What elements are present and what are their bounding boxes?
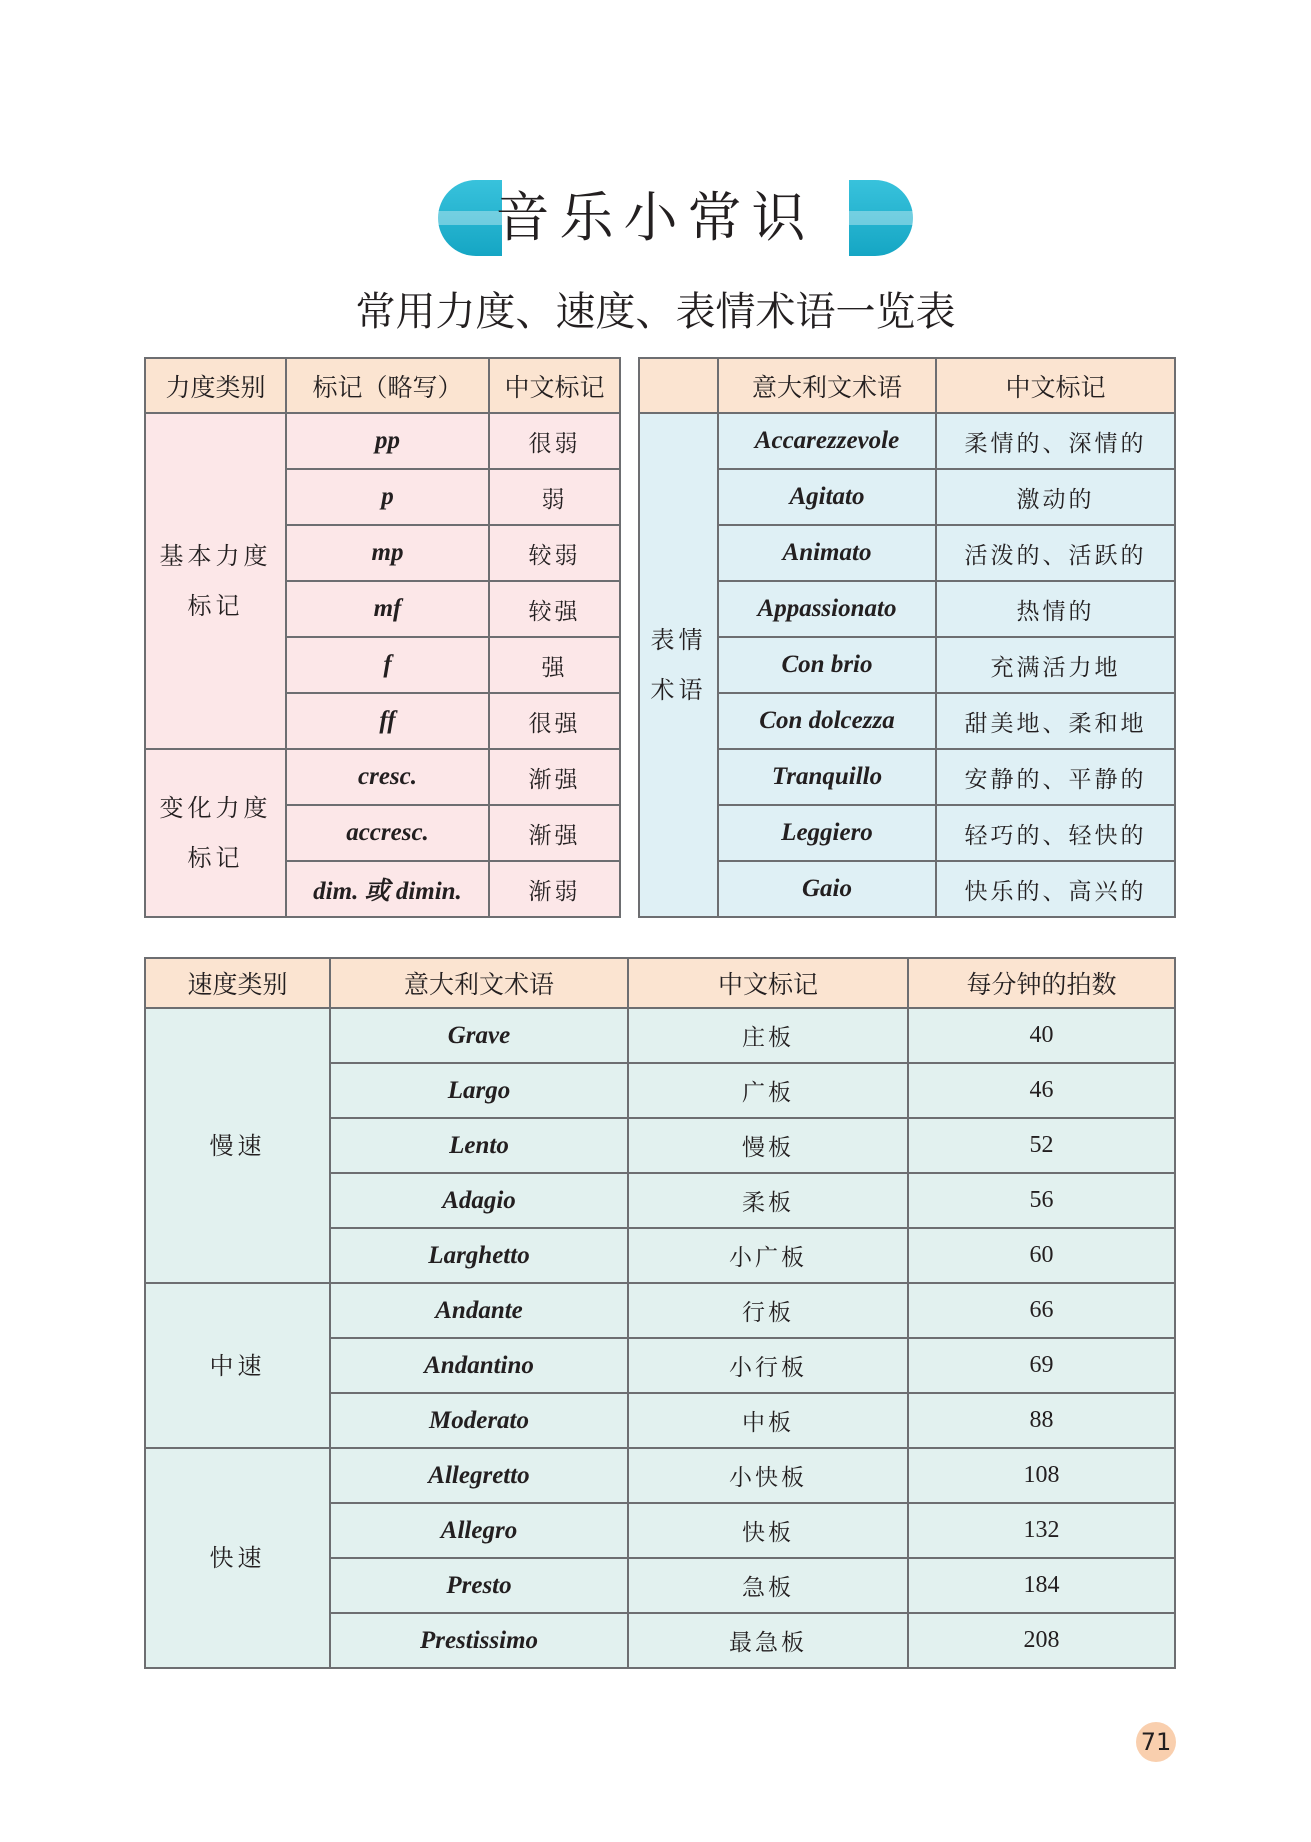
tempo-body	[145, 1008, 1175, 1668]
dynamics-mark: ff	[286, 693, 489, 749]
tempo-bpm: 108	[908, 1448, 1175, 1503]
tempo-bpm: 88	[908, 1393, 1175, 1448]
tempo-category: 快速	[145, 1448, 330, 1668]
tempo-chinese: 小快板	[628, 1448, 908, 1503]
tempo-row	[145, 1283, 1175, 1338]
dynamics-chinese: 很弱	[489, 413, 620, 469]
tempo-table	[144, 957, 1176, 1669]
expression-body	[639, 413, 1175, 917]
tempo-chinese: 庄板	[628, 1008, 908, 1063]
dynamics-header-row	[145, 358, 620, 413]
tempo-header-chinese: 中文标记	[628, 958, 908, 1008]
tempo-bpm: 46	[908, 1063, 1175, 1118]
dynamics-table	[144, 357, 621, 918]
tempo-row	[145, 1448, 1175, 1503]
tempo-chinese: 柔板	[628, 1173, 908, 1228]
dynamics-body	[145, 413, 620, 917]
expression-table	[638, 357, 1176, 918]
tempo-term: Larghetto	[330, 1228, 628, 1283]
expression-term: Leggiero	[718, 805, 936, 861]
tempo-chinese: 最急板	[628, 1613, 908, 1668]
expression-chinese: 激动的	[936, 469, 1175, 525]
tempo-term: Grave	[330, 1008, 628, 1063]
expression-chinese: 热情的	[936, 581, 1175, 637]
dynamics-chinese: 渐强	[489, 805, 620, 861]
expression-chinese: 甜美地、柔和地	[936, 693, 1175, 749]
tempo-header-row	[145, 958, 1175, 1008]
dynamics-chinese: 强	[489, 637, 620, 693]
dynamics-mark: f	[286, 637, 489, 693]
tempo-header-term: 意大利文术语	[330, 958, 628, 1008]
tempo-chinese: 小行板	[628, 1338, 908, 1393]
expression-row	[639, 469, 1175, 525]
tempo-term: Adagio	[330, 1173, 628, 1228]
banner-right-tab	[849, 180, 913, 256]
tempo-category: 中速	[145, 1283, 330, 1448]
dynamics-chinese: 渐强	[489, 749, 620, 805]
tempo-term: Presto	[330, 1558, 628, 1613]
tempo-term: Allegretto	[330, 1448, 628, 1503]
expression-row	[639, 749, 1175, 805]
dynamics-chinese: 较强	[489, 581, 620, 637]
expression-term: Con brio	[718, 637, 936, 693]
tempo-bpm: 60	[908, 1228, 1175, 1283]
expression-row	[639, 805, 1175, 861]
banner-title: 音乐小常识	[495, 186, 816, 249]
expression-row	[639, 413, 1175, 469]
tempo-term: Andantino	[330, 1338, 628, 1393]
expression-term: Con dolcezza	[718, 693, 936, 749]
dynamics-header-mark: 标记（略写）	[286, 358, 489, 413]
dynamics-chinese: 很强	[489, 693, 620, 749]
expression-category: 表情 术语	[639, 413, 718, 917]
expression-header-term: 意大利文术语	[718, 358, 936, 413]
dynamics-category: 变化力度 标记	[145, 749, 286, 917]
expression-chinese: 轻巧的、轻快的	[936, 805, 1175, 861]
tempo-category: 慢速	[145, 1008, 330, 1283]
tempo-term: Andante	[330, 1283, 628, 1338]
tempo-term: Prestissimo	[330, 1613, 628, 1668]
section-banner	[0, 168, 1311, 268]
tempo-bpm: 56	[908, 1173, 1175, 1228]
tempo-chinese: 慢板	[628, 1118, 908, 1173]
tempo-bpm: 208	[908, 1613, 1175, 1668]
tempo-chinese: 小广板	[628, 1228, 908, 1283]
expression-term: Tranquillo	[718, 749, 936, 805]
expression-term: Appassionato	[718, 581, 936, 637]
dynamics-category: 基本力度 标记	[145, 413, 286, 749]
tempo-bpm: 132	[908, 1503, 1175, 1558]
tempo-chinese: 广板	[628, 1063, 908, 1118]
tempo-bpm: 52	[908, 1118, 1175, 1173]
expression-term: Animato	[718, 525, 936, 581]
tempo-chinese: 快板	[628, 1503, 908, 1558]
dynamics-mark: pp	[286, 413, 489, 469]
tempo-bpm: 66	[908, 1283, 1175, 1338]
dynamics-chinese: 较弱	[489, 525, 620, 581]
expression-header-blank	[639, 358, 718, 413]
dynamics-mark: mp	[286, 525, 489, 581]
tempo-header-bpm: 每分钟的拍数	[908, 958, 1175, 1008]
tempo-row	[145, 1008, 1175, 1063]
expression-row	[639, 693, 1175, 749]
tempo-chinese: 行板	[628, 1283, 908, 1338]
dynamics-row	[145, 413, 620, 469]
tempo-header-category: 速度类别	[145, 958, 330, 1008]
expression-header-row	[639, 358, 1175, 413]
expression-chinese: 柔情的、深情的	[936, 413, 1175, 469]
dynamics-mark: dim. 或 dimin.	[286, 861, 489, 917]
expression-term: Accarezzevole	[718, 413, 936, 469]
tempo-term: Largo	[330, 1063, 628, 1118]
tempo-term: Moderato	[330, 1393, 628, 1448]
dynamics-header-chinese: 中文标记	[489, 358, 620, 413]
dynamics-chinese: 弱	[489, 469, 620, 525]
table-title: 常用力度、速度、表情术语一览表	[355, 289, 956, 335]
expression-chinese: 安静的、平静的	[936, 749, 1175, 805]
dynamics-row	[145, 749, 620, 805]
expression-chinese: 充满活力地	[936, 637, 1175, 693]
expression-chinese: 快乐的、高兴的	[936, 861, 1175, 917]
expression-row	[639, 861, 1175, 917]
tempo-bpm: 69	[908, 1338, 1175, 1393]
expression-header-chinese: 中文标记	[936, 358, 1175, 413]
page-number: 71	[1136, 1722, 1176, 1762]
dynamics-mark: cresc.	[286, 749, 489, 805]
tempo-bpm: 184	[908, 1558, 1175, 1613]
expression-row	[639, 581, 1175, 637]
dynamics-mark: mf	[286, 581, 489, 637]
dynamics-chinese: 渐弱	[489, 861, 620, 917]
expression-row	[639, 525, 1175, 581]
expression-row	[639, 637, 1175, 693]
expression-term: Agitato	[718, 469, 936, 525]
expression-chinese: 活泼的、活跃的	[936, 525, 1175, 581]
tempo-chinese: 急板	[628, 1558, 908, 1613]
expression-term: Gaio	[718, 861, 936, 917]
tempo-term: Allegro	[330, 1503, 628, 1558]
dynamics-mark: accresc.	[286, 805, 489, 861]
tempo-term: Lento	[330, 1118, 628, 1173]
tempo-chinese: 中板	[628, 1393, 908, 1448]
tempo-bpm: 40	[908, 1008, 1175, 1063]
dynamics-header-category: 力度类别	[145, 358, 286, 413]
dynamics-mark: p	[286, 469, 489, 525]
